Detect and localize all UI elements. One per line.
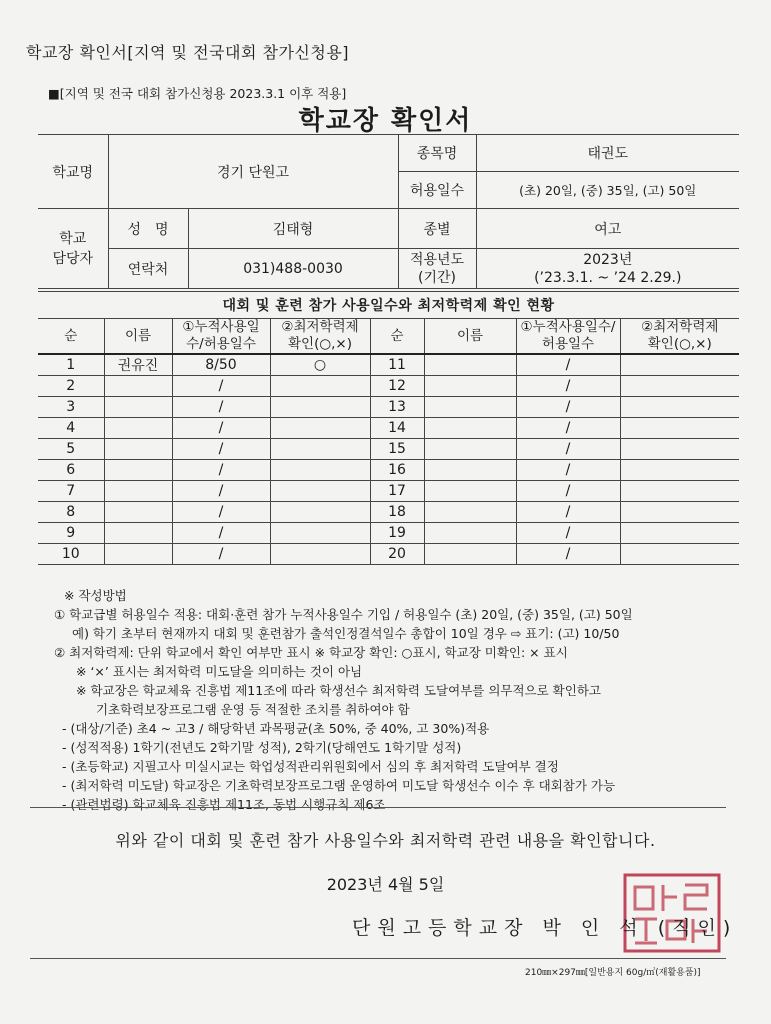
- row-check-right: [620, 502, 739, 523]
- row-check-right: [620, 439, 739, 460]
- row-no-right: 12: [370, 376, 424, 397]
- note-line: ※ 학교장은 학교체육 진흥법 제11조에 따라 학생선수 최저학력 도달여부를 의무적으로 확인하고: [76, 683, 601, 698]
- school-name-value: 경기 단원고: [108, 135, 398, 209]
- manager-label: [38, 209, 108, 289]
- row-check: [270, 481, 370, 502]
- row-check: [270, 397, 370, 418]
- table-row: [38, 481, 739, 502]
- row-name-right: [424, 523, 516, 544]
- table-row: [38, 460, 739, 481]
- row-check-right: [620, 354, 739, 376]
- note-line: 기초학력보장프로그램 운영 등 적절한 조치를 취하여야 함: [96, 702, 410, 717]
- row-name-right: [424, 439, 516, 460]
- gender-value: 여고: [476, 209, 739, 249]
- row-days-right: /: [516, 397, 620, 418]
- period-value: (’23.3.1. ~ ’24 2.29.): [534, 269, 682, 286]
- row-no: 5: [38, 439, 104, 460]
- row-name-right: [424, 354, 516, 376]
- col-header-name-right: 이름: [424, 319, 516, 355]
- table-row: [38, 397, 739, 418]
- row-name-right: [424, 481, 516, 502]
- col-header-days: [172, 319, 270, 355]
- col-header-check-right-line1: ②최저학력제: [641, 319, 719, 335]
- note-line: - (관련법령) 학교체육 진흥법 제11조, 동법 시행규칙 제6조: [62, 797, 386, 812]
- col-header-check-line1: ②최저학력제: [281, 319, 359, 335]
- row-check-right: [620, 460, 739, 481]
- gender-label: 종별: [398, 209, 476, 249]
- table-row: [38, 376, 739, 397]
- table-row: [38, 523, 739, 544]
- row-no-right: 19: [370, 523, 424, 544]
- row-name: [104, 481, 172, 502]
- note-line: - (성적적용) 1학기(전년도 2학기말 성적), 2학기(당해연도 1학기말 성적): [62, 740, 462, 755]
- row-check: [270, 544, 370, 565]
- table-row: [38, 418, 739, 439]
- row-days-right: /: [516, 354, 620, 376]
- document-subtitle: ■[지역 및 전국 대회 참가신청용 2023.3.1 이후 적용]: [48, 86, 347, 101]
- row-no: 8: [38, 502, 104, 523]
- col-header-check-right: [620, 319, 739, 355]
- note-line: - (대상/기준) 초4 ~ 고3 / 해당학년 과목평균(초 50%, 중 40%, 고 30%)적용: [62, 721, 490, 736]
- row-no-right: 15: [370, 439, 424, 460]
- row-days: 8/50: [172, 354, 270, 376]
- row-name: [104, 376, 172, 397]
- row-no: 2: [38, 376, 104, 397]
- row-check-right: [620, 544, 739, 565]
- event-value: 태권도: [476, 135, 739, 172]
- row-check-right: [620, 376, 739, 397]
- row-days-right: /: [516, 502, 620, 523]
- name-label: 성 명: [108, 209, 188, 249]
- row-name-right: [424, 397, 516, 418]
- status-table: [38, 291, 739, 565]
- row-no-right: 11: [370, 354, 424, 376]
- note-line: - (초등학교) 지필고사 미실시교는 학업성적관리위원회에서 심의 후 최저학력 도달여부 결정: [62, 759, 559, 774]
- note-line: ※ ‘×’ 표시는 최저학력 미도달을 의미하는 것이 아님: [76, 664, 363, 679]
- notes-heading: ※ 작성방법: [64, 588, 127, 603]
- row-name: [104, 439, 172, 460]
- row-days-right: /: [516, 376, 620, 397]
- row-days: /: [172, 481, 270, 502]
- row-days-right: /: [516, 544, 620, 565]
- col-header-check-line2: 확인(○,×): [288, 336, 352, 352]
- row-check-right: [620, 397, 739, 418]
- table-row: [38, 502, 739, 523]
- row-no-right: 17: [370, 481, 424, 502]
- status-section-title: 대회 및 훈련 참가 사용일수와 최저학력제 확인 현황: [38, 292, 739, 319]
- row-days: /: [172, 544, 270, 565]
- event-label: 종목명: [398, 135, 476, 172]
- row-no: 10: [38, 544, 104, 565]
- table-row: [38, 544, 739, 565]
- row-days: /: [172, 418, 270, 439]
- row-days: /: [172, 376, 270, 397]
- allowed-days-value: (초) 20일, (중) 35일, (고) 50일: [476, 172, 739, 209]
- row-days-right: /: [516, 460, 620, 481]
- name-value: 김태형: [188, 209, 398, 249]
- table-row: [38, 439, 739, 460]
- row-no-right: 20: [370, 544, 424, 565]
- note-line: ① 학교급별 허용일수 적용: 대회·훈련 참가 누적사용일수 기입 / 허용일수 (초) 20일, (중) 35일, (고) 50일: [54, 607, 633, 622]
- row-days-right: /: [516, 523, 620, 544]
- principal-signature: 단원고등학교장 박 인 석 (직인): [352, 917, 738, 939]
- year-value-line1: 2023년: [583, 251, 633, 268]
- row-check: [270, 460, 370, 481]
- row-no-right: 18: [370, 502, 424, 523]
- note-line: 예) 학기 초부터 현재까지 대회 및 훈련참가 출석인정결석일수 총합이 10일 경우 ⇨ 표기: (고) 10/50: [72, 626, 620, 641]
- col-header-days-line1: ①누적사용일: [182, 319, 260, 335]
- school-info-table: [38, 134, 739, 289]
- page-title: 학교장 확인서: [298, 106, 473, 136]
- year-value: [476, 249, 739, 289]
- row-name: [104, 502, 172, 523]
- row-name-right: [424, 502, 516, 523]
- note-line: - (최저학력 미도달) 학교장은 기초학력보장프로그램 운영하여 미도달 학생선수 이수 후 대회참가 가능: [62, 778, 616, 793]
- row-no: 4: [38, 418, 104, 439]
- row-name: [104, 523, 172, 544]
- paper-spec: 210㎜×297㎜[일반용지 60g/㎡(재활용품)]: [525, 968, 701, 978]
- row-days: /: [172, 397, 270, 418]
- contact-label: 연락처: [108, 249, 188, 289]
- col-header-days-right-line1: ①누적사용일수/: [520, 319, 616, 335]
- row-days: /: [172, 502, 270, 523]
- row-check: [270, 439, 370, 460]
- divider-bottom: [30, 958, 726, 959]
- row-no: 9: [38, 523, 104, 544]
- manager-label-line2: 담당자: [52, 250, 94, 267]
- issue-date: 2023년 4월 5일: [326, 875, 445, 894]
- document-header-title: 학교장 확인서[지역 및 전국대회 참가신청용]: [26, 43, 350, 62]
- row-check: [270, 502, 370, 523]
- row-no: 6: [38, 460, 104, 481]
- col-header-no-right: 순: [370, 319, 424, 355]
- row-check: [270, 523, 370, 544]
- school-name-label: 학교명: [38, 135, 108, 209]
- col-header-days-right: [516, 319, 620, 355]
- row-name-right: [424, 376, 516, 397]
- row-check-right: [620, 481, 739, 502]
- divider-top: [30, 807, 726, 808]
- row-no: 1: [38, 354, 104, 376]
- row-name-right: [424, 544, 516, 565]
- col-header-no: 순: [38, 319, 104, 355]
- year-label-line2: (기간): [418, 269, 456, 286]
- row-no-right: 13: [370, 397, 424, 418]
- writing-instructions: [56, 586, 633, 814]
- row-name: [104, 418, 172, 439]
- row-days: /: [172, 439, 270, 460]
- row-check: [270, 376, 370, 397]
- row-name-right: [424, 460, 516, 481]
- note-line: ② 최저학력제: 단위 학교에서 확인 여부만 표시 ※ 학교장 확인: ○표시, 학교장 미확인: × 표시: [54, 645, 568, 660]
- row-check: [270, 418, 370, 439]
- row-no: 7: [38, 481, 104, 502]
- row-days-right: /: [516, 481, 620, 502]
- row-name-right: [424, 418, 516, 439]
- contact-value: 031)488-0030: [188, 249, 398, 289]
- row-check-right: [620, 523, 739, 544]
- row-check-right: [620, 418, 739, 439]
- row-days: /: [172, 523, 270, 544]
- manager-label-line1: 학교: [59, 230, 87, 247]
- row-name: [104, 397, 172, 418]
- row-name: 권유진: [104, 354, 172, 376]
- col-header-name: 이름: [104, 319, 172, 355]
- allowed-days-label: 허용일수: [398, 172, 476, 209]
- col-header-days-right-line2: 허용일수: [541, 336, 595, 352]
- row-name: [104, 544, 172, 565]
- row-days: /: [172, 460, 270, 481]
- row-no-right: 14: [370, 418, 424, 439]
- row-check: ○: [270, 354, 370, 376]
- row-no: 3: [38, 397, 104, 418]
- col-header-check: [270, 319, 370, 355]
- row-days-right: /: [516, 439, 620, 460]
- col-header-check-right-line2: 확인(○,×): [647, 336, 712, 352]
- row-no-right: 16: [370, 460, 424, 481]
- col-header-days-line2: 수/허용일수: [186, 336, 256, 352]
- row-name: [104, 460, 172, 481]
- year-label: [398, 249, 476, 289]
- table-row: [38, 354, 739, 376]
- row-days-right: /: [516, 418, 620, 439]
- year-label-line1: 적용년도: [409, 251, 465, 268]
- confirmation-statement: 위와 같이 대회 및 훈련 참가 사용일수와 최저학력 관련 내용을 확인합니다.: [115, 831, 656, 850]
